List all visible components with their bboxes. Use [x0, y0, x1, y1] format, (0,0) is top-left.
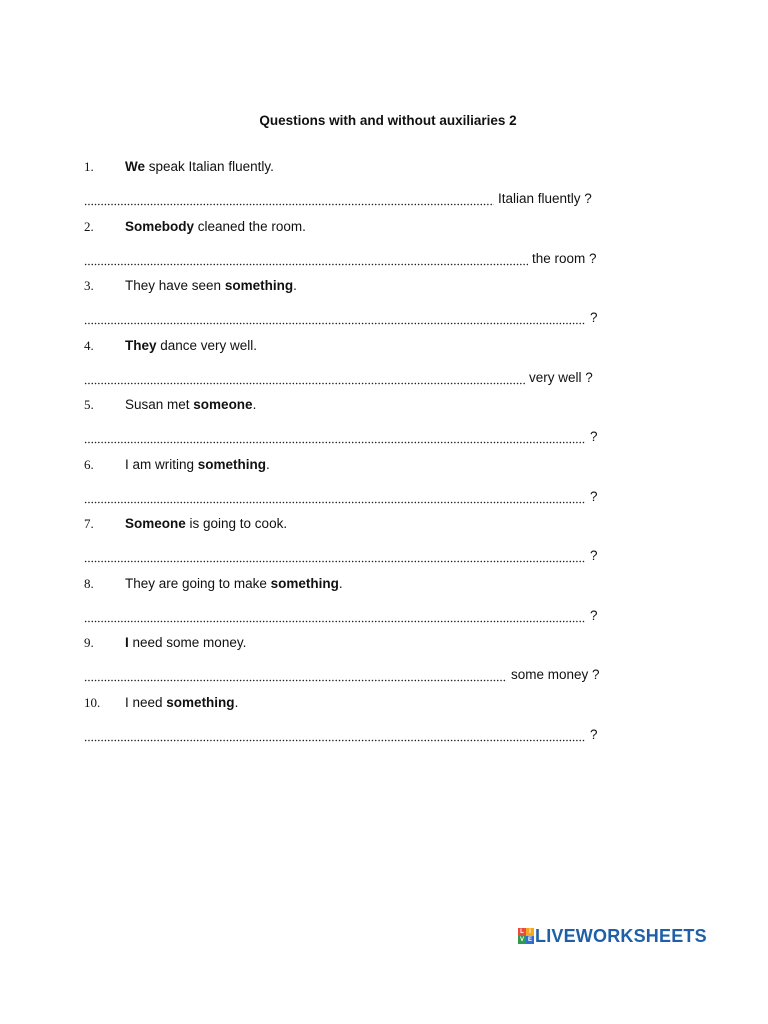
question-number: 6. [84, 456, 94, 472]
question-sentence [125, 338, 257, 353]
keyword-text: someone [193, 397, 253, 412]
answer-tail-text: ? [590, 607, 598, 623]
sentence-text: need some money. [128, 635, 247, 650]
worksheet-title: Questions with and without auxiliaries 2 [259, 113, 517, 128]
sentence-text: . [234, 694, 239, 710]
sentence-text: They are going to make [125, 575, 271, 591]
sentence-text: . [252, 397, 257, 412]
question-number: 2. [84, 218, 94, 234]
sentence-text: dance very well. [156, 337, 258, 353]
answer-input[interactable] [84, 426, 590, 444]
logo-grid-cell: I [526, 928, 534, 936]
answer-tail-text: ? [590, 726, 598, 742]
sentence-text: I am writing [125, 456, 198, 472]
answer-input[interactable] [84, 605, 590, 623]
answer-input[interactable] [84, 367, 529, 385]
question-sentence [125, 516, 287, 531]
answer-tail-text: some money ? [511, 667, 600, 682]
question-sentence [125, 695, 238, 710]
answer-input[interactable] [84, 545, 590, 563]
keyword-text: They [125, 337, 157, 353]
question-item [0, 159, 768, 219]
sentence-text: speak Italian fluently. [145, 159, 274, 174]
question-number: 10. [84, 694, 101, 710]
question-number: 1. [84, 159, 94, 174]
answer-row [84, 605, 598, 623]
question-item [0, 338, 768, 398]
answer-tail-text: the room ? [532, 250, 597, 266]
sentence-text: cleaned the room. [194, 218, 306, 234]
question-item [0, 516, 768, 576]
answer-row [84, 724, 598, 742]
answer-tail-text: ? [590, 310, 598, 325]
logo-grid-cell: V [519, 937, 524, 943]
answer-input[interactable] [84, 248, 532, 266]
sentence-text: . [293, 278, 297, 293]
logo-text: LIVEWORKSHEETS [535, 925, 707, 946]
question-sentence [125, 159, 274, 174]
keyword-text: something [197, 456, 267, 472]
keyword-text: We [125, 159, 146, 174]
question-sentence [125, 635, 246, 650]
logo-grid-icon [518, 928, 534, 944]
answer-tail-text: ? [590, 548, 598, 563]
answer-input[interactable] [84, 188, 498, 206]
sentence-text: Susan met [125, 397, 194, 412]
logo-grid-cell: E [527, 937, 532, 943]
question-sentence [125, 278, 297, 293]
answer-input[interactable] [84, 724, 590, 742]
answer-row [84, 307, 598, 325]
sentence-text: . [338, 575, 343, 591]
question-number: 7. [84, 516, 94, 531]
sentence-text: I need [125, 694, 167, 710]
answer-input[interactable] [84, 486, 590, 504]
answer-row [84, 248, 597, 266]
keyword-text: something [270, 575, 339, 591]
sentence-text: . [266, 456, 270, 472]
answer-row [84, 188, 592, 206]
question-number: 8. [84, 575, 94, 591]
keyword-text: something [166, 694, 235, 710]
keyword-text: Somebody [125, 218, 195, 234]
question-item [0, 397, 768, 457]
question-item [0, 695, 768, 755]
question-sentence [125, 576, 343, 591]
keyword-text: Someone [125, 516, 186, 531]
question-item [0, 219, 768, 279]
question-sentence [125, 457, 270, 472]
answer-input[interactable] [84, 664, 511, 682]
sentence-text: is going to cook. [185, 516, 288, 531]
logo-grid-cell: L [518, 928, 526, 936]
question-number: 9. [84, 635, 94, 650]
question-sentence [125, 219, 306, 234]
answer-row [84, 664, 600, 682]
answer-row [84, 486, 598, 504]
answer-row [84, 367, 593, 385]
question-sentence [125, 397, 256, 412]
answer-row [84, 545, 598, 563]
sentence-text: They have seen [125, 278, 225, 293]
answer-tail-text: ? [590, 429, 598, 444]
answer-row [84, 426, 598, 444]
answer-tail-text: ? [590, 488, 598, 504]
question-number: 5. [84, 397, 94, 412]
question-item [0, 576, 768, 636]
keyword-text: something [224, 278, 294, 293]
answer-input[interactable] [84, 307, 590, 325]
answer-tail-text: Italian fluently ? [498, 191, 592, 206]
question-number: 4. [84, 337, 94, 353]
liveworksheets-logo [518, 926, 707, 946]
question-item [0, 457, 768, 517]
question-item [0, 278, 768, 338]
keyword-text: I [125, 635, 129, 650]
question-item [0, 635, 768, 695]
answer-tail-text: very well ? [529, 369, 593, 385]
question-number: 3. [84, 278, 94, 293]
